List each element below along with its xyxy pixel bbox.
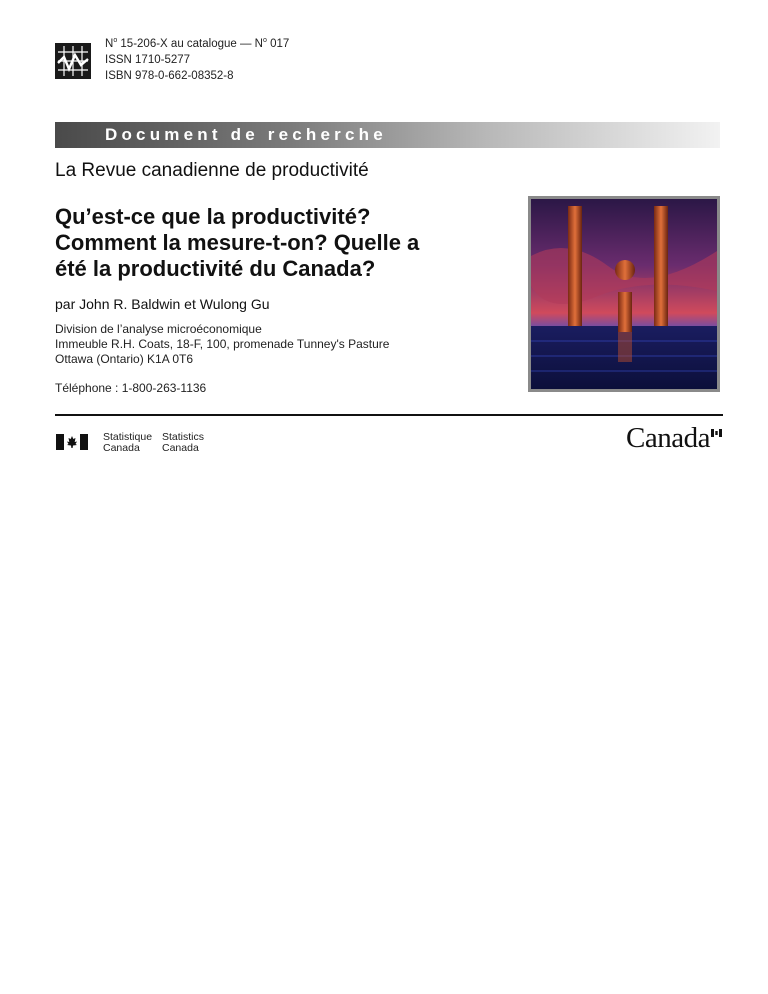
address-block	[55, 322, 389, 367]
catalog-number: $N^o$ 15-206-X au catalogue — $N^o$ 017	[105, 37, 290, 50]
stat-en-line-2: Canada	[162, 442, 199, 454]
series-title: La Revue canadienne de productivité	[55, 160, 369, 181]
document-title	[55, 204, 419, 282]
address-line-division: Division de l’analyse microéconomique	[55, 322, 262, 336]
chart-pictogram-icon	[55, 43, 91, 79]
catalog-info	[105, 36, 289, 84]
wordmark-flag-icon	[711, 424, 722, 432]
telephone: Téléphone : 1-800-263-1136	[55, 381, 207, 395]
stat-en-line-1: Statistics	[162, 431, 205, 443]
canada-wordmark: Canada	[626, 422, 710, 454]
address-line-building: Immeuble R.H. Coats, 18-F, 100, promenade Tunney's Pasture	[55, 337, 390, 351]
canada-flag-icon	[56, 434, 88, 455]
statcan-pictogram-logo	[55, 43, 91, 79]
cover-artwork-image	[528, 196, 720, 392]
address-line-city: Ottawa (Ontario) K1A 0T6	[55, 352, 194, 366]
title-line-3: été la productivité du Canada?	[55, 256, 376, 281]
document-type-label: Document de recherche	[105, 125, 387, 144]
title-line-2: Comment la mesure-t-on? Quelle a	[55, 230, 420, 255]
stat-fr-line-2: Canada	[103, 442, 140, 454]
issn: ISSN 1710-5277	[105, 54, 191, 66]
statistics-canada-label	[162, 432, 204, 454]
title-line-1: Qu’est-ce que la productivité?	[55, 204, 371, 229]
stat-fr-line-1: Statistique	[103, 431, 153, 443]
statistique-canada-label	[103, 432, 152, 454]
horizontal-rule	[55, 414, 723, 416]
authors: par John R. Baldwin et Wulong Gu	[55, 296, 270, 312]
isbn: ISBN 978-0-662-08352-8	[105, 70, 234, 82]
